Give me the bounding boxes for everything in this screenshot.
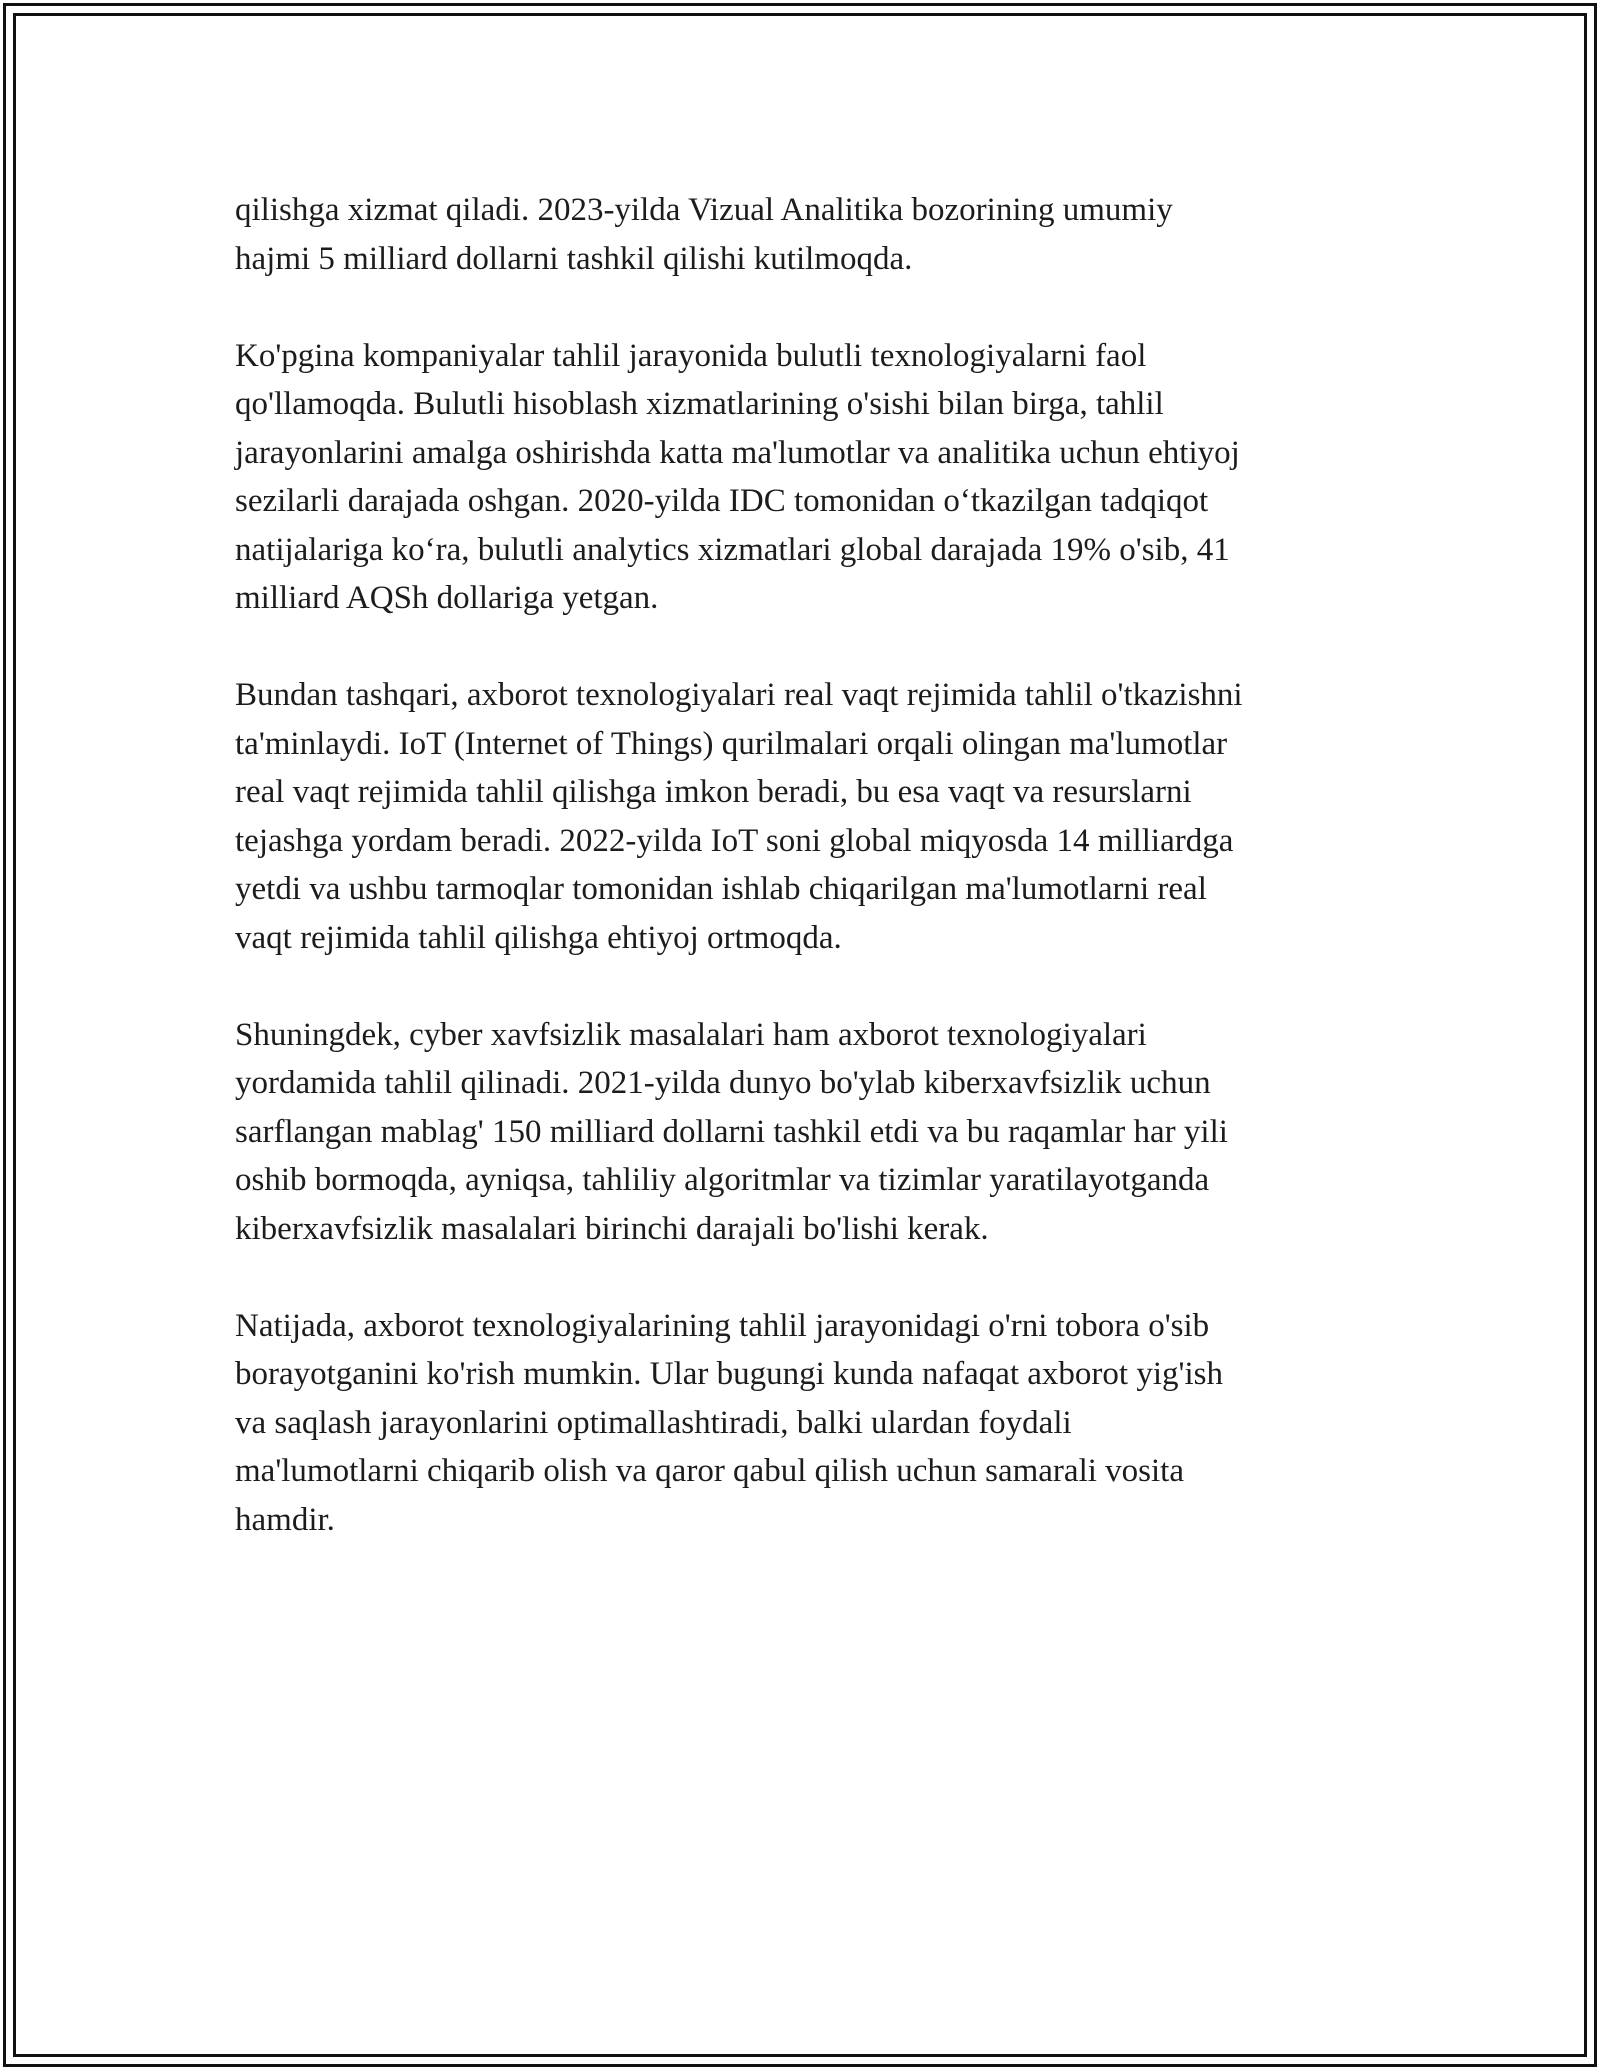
text-line: ma'lumotlarni chiqarib olish va qaror qabul qilish uchun samarali vosita — [235, 1453, 1184, 1489]
text-line: kiberxavfsizlik masalalari birinchi darajali bo'lishi kerak. — [235, 1210, 989, 1247]
text-line: Shuningdek, cyber xavfsizlik masalalari ham axborot texnologiyalari — [235, 1016, 1147, 1053]
text-line: borayotganini ko'rish mumkin. Ular bugungi kunda nafaqat axborot yig'ish — [235, 1356, 1223, 1392]
text-line: Bundan tashqari, axborot texnologiyalari real vaqt rejimida tahlil o'tkazishni — [235, 677, 1243, 713]
paragraph-4 — [235, 1011, 1365, 1254]
text-line: qo'llamoqda. Bulutli hisoblash xizmatlarining o'sishi bilan birga, tahlil — [235, 386, 1164, 422]
text-line: yetdi va ushbu tarmoqlar tomonidan ishlab chiqarilgan ma'lumotlarni real — [235, 871, 1207, 907]
paragraph-1 — [235, 186, 1365, 283]
text-line: vaqt rejimida tahlil qilishga ehtiyoj ortmoqda. — [235, 919, 842, 956]
text-line: milliard AQSh dollariga yetgan. — [235, 580, 659, 616]
text-line: tejashga yordam beradi. 2022-yilda IoT soni global miqyosda 14 milliardga — [235, 822, 1234, 859]
text-line: hamdir. — [235, 1501, 335, 1538]
text-line: natijalariga ko‘ra, bulutli analytics xizmatlari global darajada 19% o'sib, 41 — [235, 531, 1230, 568]
text-line: oshib bormoqda, ayniqsa, tahliliy algoritmlar va tizimlar yaratilayotganda — [235, 1162, 1210, 1198]
text-line: va saqlash jarayonlarini optimallashtiradi, balki ulardan foydali — [235, 1404, 1072, 1441]
text-line: Natijada, axborot texnologiyalarining tahlil jarayonidagi o'rni tobora o'sib — [235, 1307, 1210, 1344]
text-line: Ko'pgina kompaniyalar tahlil jarayonida bulutli texnologiyalarni faol — [235, 337, 1147, 374]
document-body — [235, 186, 1365, 1593]
text-line: sarflangan mablag' 150 milliard dollarni tashkil etdi va bu raqamlar har yili — [235, 1113, 1228, 1150]
paragraph-2 — [235, 332, 1365, 623]
text-line: real vaqt rejimida tahlil qilishga imkon beradi, bu esa vaqt va resurslarni — [235, 774, 1192, 810]
text-line: yordamida tahlil qilinadi. 2021-yilda dunyo bo'ylab kiberxavfsizlik uchun — [235, 1065, 1211, 1101]
text-line: sezilarli darajada oshgan. 2020-yilda IDC tomonidan o‘tkazilgan tadqiqot — [235, 483, 1209, 519]
paragraph-3 — [235, 671, 1365, 962]
text-line: ta'minlaydi. IoT (Internet of Things) qurilmalari orqali olingan ma'lumotlar — [235, 725, 1228, 762]
paragraph-5 — [235, 1302, 1365, 1545]
text-line: jarayonlarini amalga oshirishda katta ma'lumotlar va analitika uchun ehtiyoj — [235, 434, 1240, 471]
text-line: qilishga xizmat qiladi. 2023-yilda Vizual Analitika bozorining umumiy — [235, 192, 1173, 228]
text-line: hajmi 5 milliard dollarni tashkil qilishi kutilmoqda. — [235, 240, 913, 277]
